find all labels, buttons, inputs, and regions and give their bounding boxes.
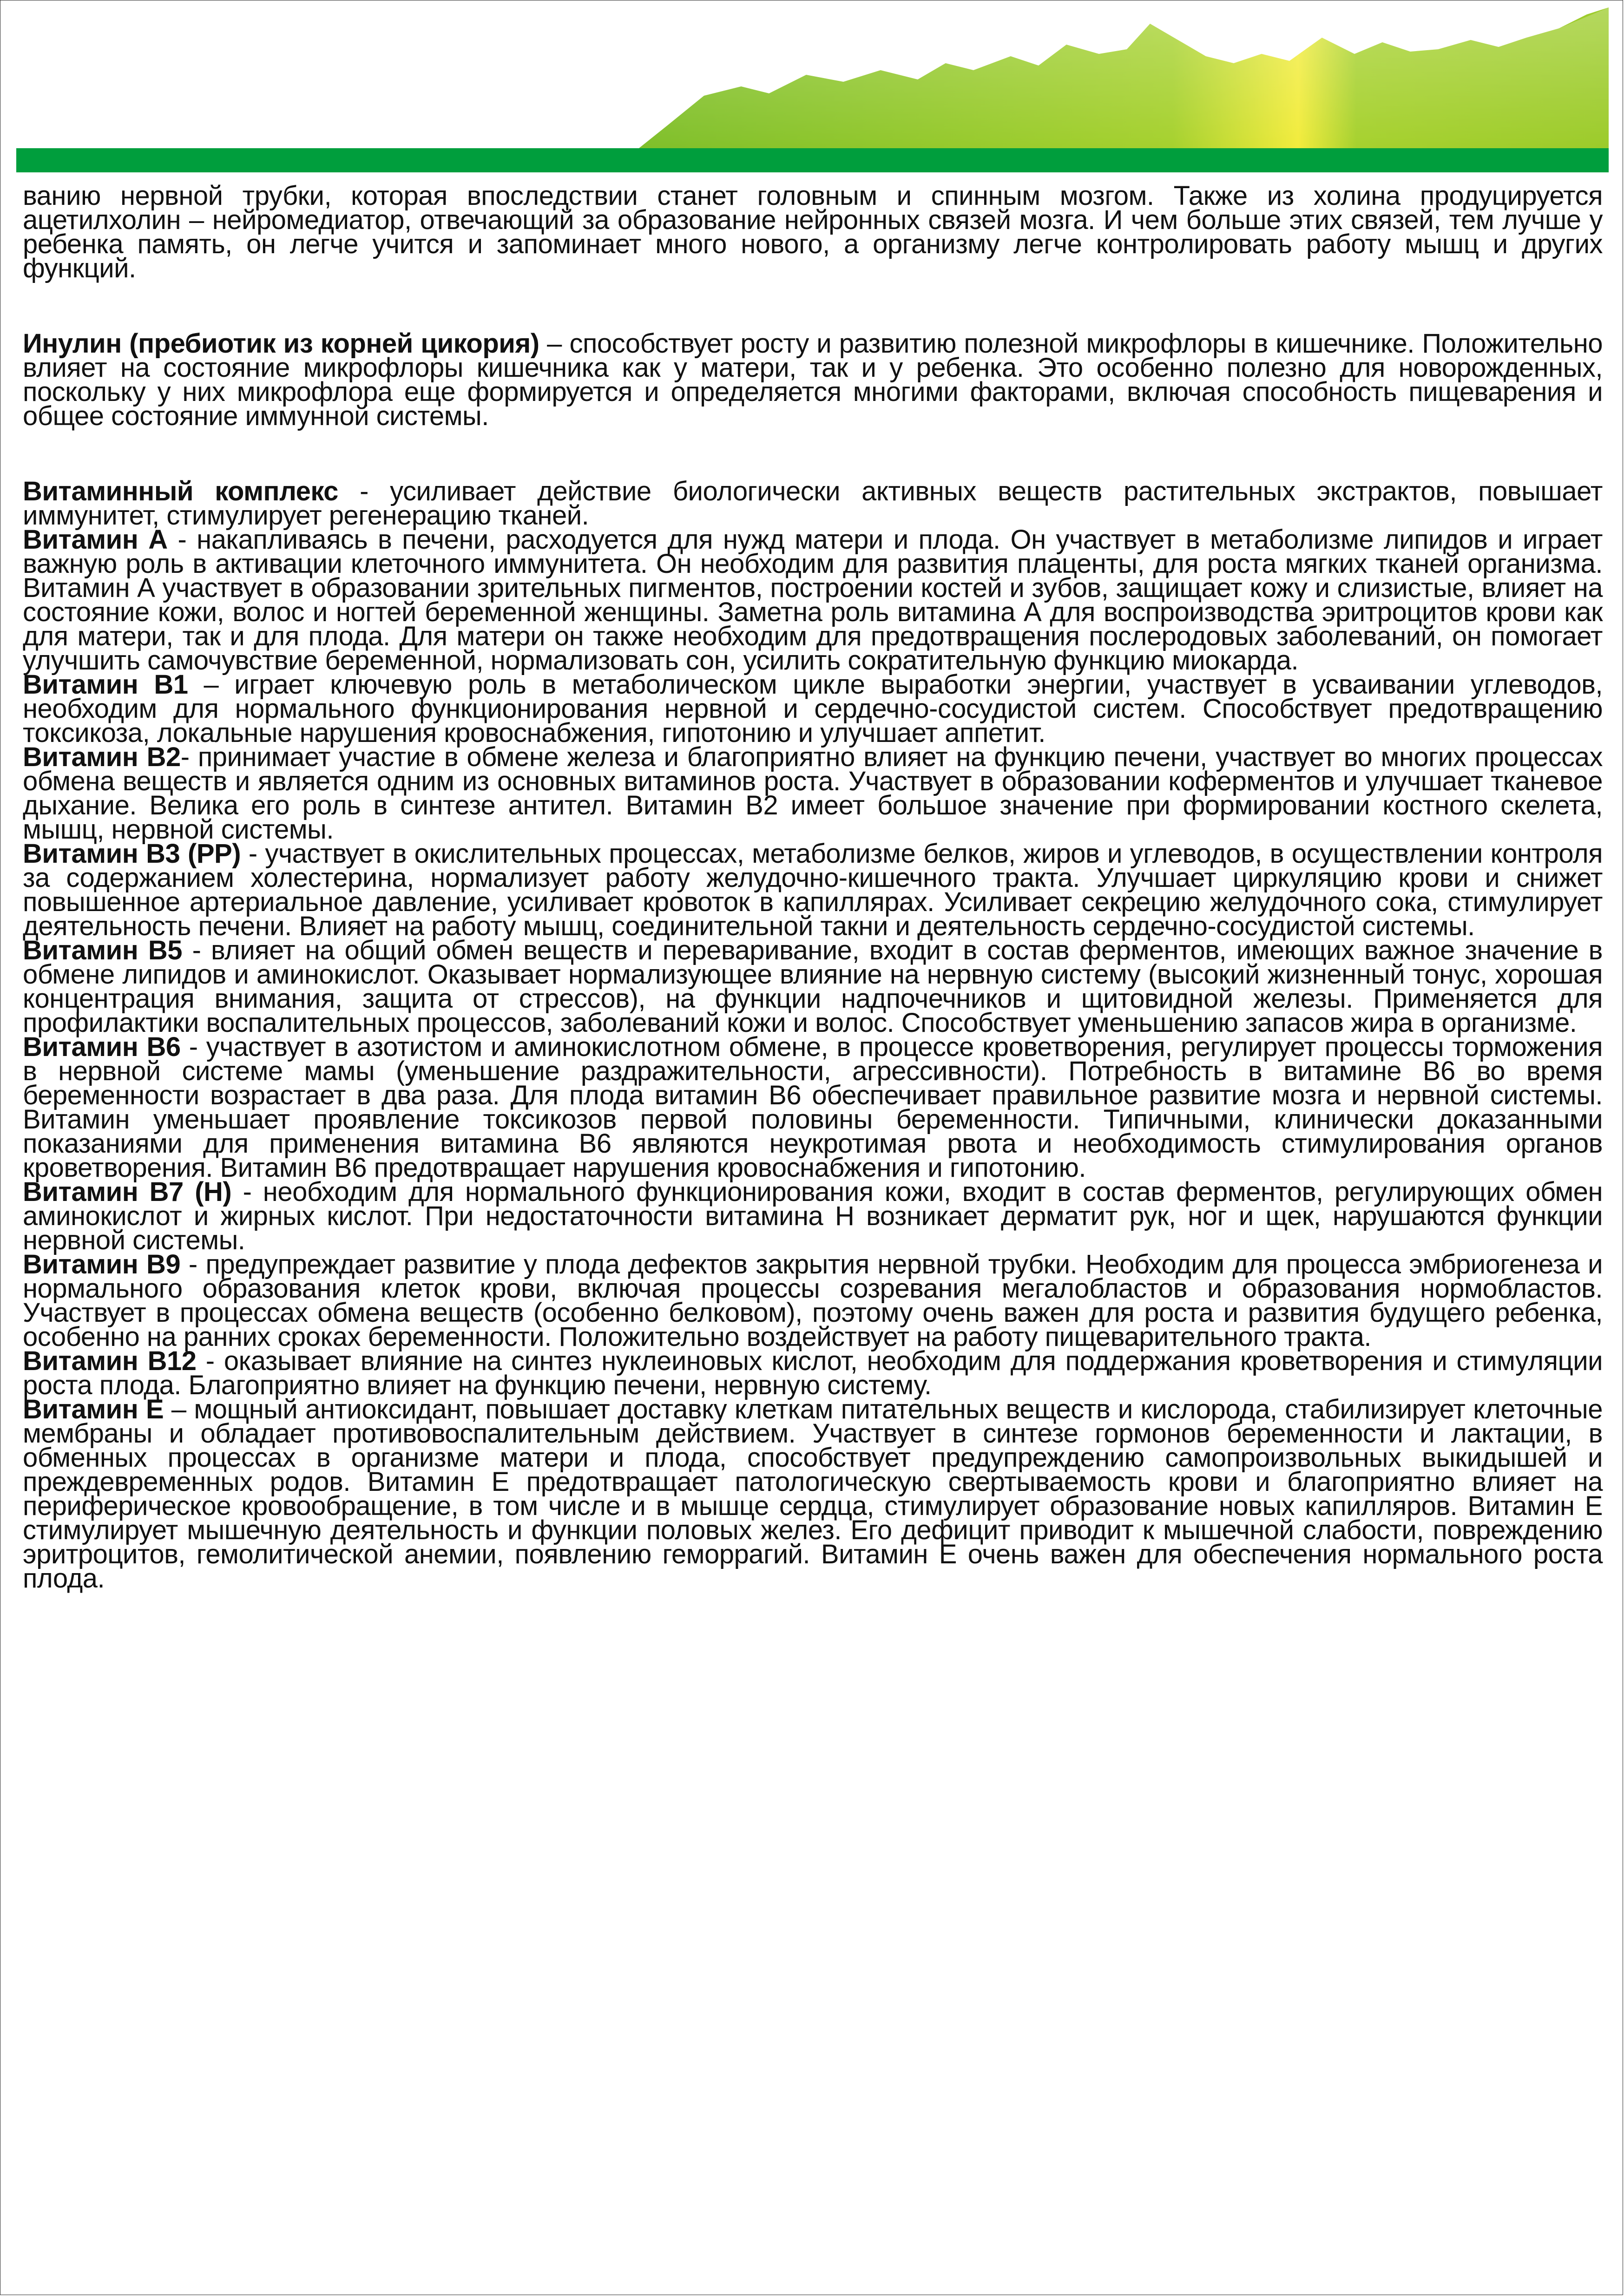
green-stripe	[16, 148, 1609, 172]
paragraph-vitamin-b9	[23, 1249, 1603, 1352]
paragraph-vitamin-b1	[23, 669, 1603, 748]
intro-text: ванию нервной трубки, которая впоследствии станет головным и спинным мозгом. Также из холина продуцируется ацетилхолин – нейромедиатор, отвечающий за образование нейронных связей мозга. И чем больше этих связей, тем лучше у ребенка память, он легче учится и запоминает много нового, а организму легче контролировать работу мышц и других функций.	[23, 181, 1603, 283]
term-vitamin-b9: Витамин В9	[23, 1249, 181, 1279]
term-vitamin-b5: Витамин В5	[23, 935, 183, 965]
vitamin-b5-text: - влияет на общий обмен веществ и переваривание, входит в состав ферментов, имеющих важное значение в обмене липидов и аминокислот. Оказывает нормализующее влияние на нервную систему (высокий жизненный тонус, хорошая концентрация внимания, защита от стрессов), на функции надпочечников и щитовидной железы. Применяется для профилактики воспалительных процессов, заболеваний кожи и волос. Способствует уменьшению запасов жира в организме.	[23, 935, 1603, 1038]
vitamin-b6-text: - участвует в азотистом и аминокислотном обмене, в процессе кроветворения, регулирует процессы торможения в нервной системе мамы (уменьшение раздражительности, агрессивности). Потребность в витамине В6 во время беременности возрастает в два раза. Для плода витамин В6 обеспечивает правильное развитие мозга и нервной системы. Витамин уменьшает проявление токсикозов первой половины беременности. Типичными, клинически доказанными показаниями для применения витамина В6 являются неукротимая рвота и необходимость стимулирования органов кроветворения. Витамин В6 предотвращает нарушения кровоснабжения и гипотонию.	[23, 1032, 1603, 1183]
article-body	[23, 181, 1603, 1594]
vitamin-b12-text: - оказывает влияние на синтез нуклеиновых кислот, необходим для поддержания кроветворения и стимуляции роста плода. Благоприятно влияет на функцию печени, нервную систему.	[23, 1346, 1603, 1400]
term-vitamin-b1: Витамин В1	[23, 669, 188, 700]
term-vitamin-complex: Витаминный комплекс	[23, 476, 338, 506]
vitamin-complex-text: - усиливает действие биологически активных веществ растительных экстрактов, повышает иммунитет, стимулирует регенерацию тканей.	[23, 476, 1603, 531]
vitamin-b3-text: - участвует в окислительных процессах, метаболизме белков, жиров и углеводов, в осуществлении контроля за содержанием холестерина, нормализует работу желудочно-кишечного тракта. Улучшает циркуляцию крови и снижет повышенное артериальное давление, усиливает кровоток в капиллярах. Усиливает секрецию желудочного сока, стимулирует деятельность печени. Влияет на работу мышц, соединительной такни и деятельность сердечно-сосудистой системы.	[23, 839, 1603, 941]
paragraph-vitamin-b5	[23, 935, 1603, 1038]
vitamin-b7-text: - необходим для нормального функционирования кожи, входит в состав ферментов, регулирующих обмен аминокислот и жирных кислот. При недостаточности витамина Н возникает дерматит рук, ног и щек, нарушаются функции нервной системы.	[23, 1177, 1603, 1255]
term-vitamin-e: Витамин Е	[23, 1394, 164, 1424]
paragraph-intro	[23, 181, 1603, 283]
vitamin-b9-text: - предупреждает развитие у плода дефектов закрытия нервной трубки. Необходим для процесса эмбриогенеза и нормального образования клеток крови, включая процессы созревания мегалобластов и образования нормобластов. Участвует в процессах обмена веществ (особенно белковом), поэтому очень важен для роста и развития будущего ребенка, особенно на ранних сроках беременности. Положительно воздействует на работу пищеварительного тракта.	[23, 1249, 1603, 1352]
paragraph-vitamin-b7	[23, 1177, 1603, 1255]
paragraph-vitamin-b12	[23, 1346, 1603, 1400]
paragraph-vitamin-b2	[23, 742, 1603, 845]
paragraph-vitamin-complex	[23, 476, 1603, 531]
vitamin-b1-text: – играет ключевую роль в метаболическом цикле выработки энергии, участвует в усваивании углеводов, необходим для нормального функционирования нервной и сердечно-сосудистой систем. Способствует предотвращению токсикоза, локальные нарушения кровоснабжения, гипотонию и улучшает аппетит.	[23, 669, 1603, 748]
term-vitamin-a: Витамин А	[23, 525, 168, 555]
paragraph-vitamin-b6	[23, 1032, 1603, 1183]
inulin-text: – способствует росту и развитию полезной микрофлоры в кишечнике. Положительно влияет на состояние микрофлоры кишечника как у матери, так и у ребенка. Это особенно полезно для новорожденных, поскольку у них микрофлора еще формируется и определяется многими факторами, включая способность пищеварения и общее состояние иммунной системы.	[23, 328, 1603, 431]
paragraph-vitamin-a	[23, 525, 1603, 676]
term-vitamin-b2: Витамин В2	[23, 742, 181, 772]
term-vitamin-b6: Витамин В6	[23, 1032, 181, 1062]
term-inulin: Инулин (пребиотик из корней цикория)	[23, 328, 539, 359]
vitamin-e-text: – мощный антиоксидант, повышает доставку клеткам питательных веществ и кислорода, стабилизирует клеточные мембраны и обладает противовоспалительным действием. Участвует в синтезе гормонов беременности и лактации, в обменных процессах в организме матери и плода, способствует предупреждению самопроизвольных выкидышей и преждевременных родов. Витамин Е предотвращает патологическую свертываемость крови и благоприятно влияет на периферическое кровообращение, в том числе и в мышце сердца, стимулирует образование новых капилляров. Витамин Е стимулирует мышечную деятельность и функции половых желез. Его дефицит приводит к мышечной слабости, повреждению эритроцитов, гемолитической анемии, появлению геморрагий. Витамин Е очень важен для обеспечения нормального роста плода.	[23, 1394, 1603, 1594]
paragraph-vitamin-b3	[23, 839, 1603, 941]
mountain-landscape-icon	[16, 0, 1609, 175]
paragraph-inulin	[23, 328, 1603, 431]
paragraph-vitamin-e	[23, 1394, 1603, 1594]
term-vitamin-b3: Витамин В3 (РР)	[23, 839, 241, 869]
vitamin-b2-text: - принимает участие в обмене железа и благоприятно влияет на функцию печени, участвует во многих процессах обмена веществ и является одним из основных витаминов роста. Участвует в образовании коферментов и улучшает тканевое дыхание. Велика его роль в синтезе антител. Витамин В2 имеет большое значение при формировании костного скелета, мышц, нервной системы.	[23, 742, 1603, 845]
vitamin-a-text: - накапливаясь в печени, расходуется для нужд матери и плода. Он участвует в метаболизме липидов и играет важную роль в активации клеточного иммунитета. Он необходим для развития плаценты, для роста мягких тканей организма. Витамин А участвует в образовании зрительных пигментов, построении костей и зубов, защищает кожу и слизистые, влияет на состояние кожи, волос и ногтей беременной женщины. Заметна роль витамина А для воспроизводства эритроцитов крови как для матери, так и для плода. Для матери он также необходим для предотвращения послеродовых заболеваний, он помогает улучшить самочувствие беременной, нормализовать сон, усилить сократительную функцию миокарда.	[23, 525, 1603, 676]
term-vitamin-b12: Витамин В12	[23, 1346, 197, 1376]
header-banner	[16, 0, 1609, 175]
term-vitamin-b7: Витамин В7 (Н)	[23, 1177, 232, 1207]
